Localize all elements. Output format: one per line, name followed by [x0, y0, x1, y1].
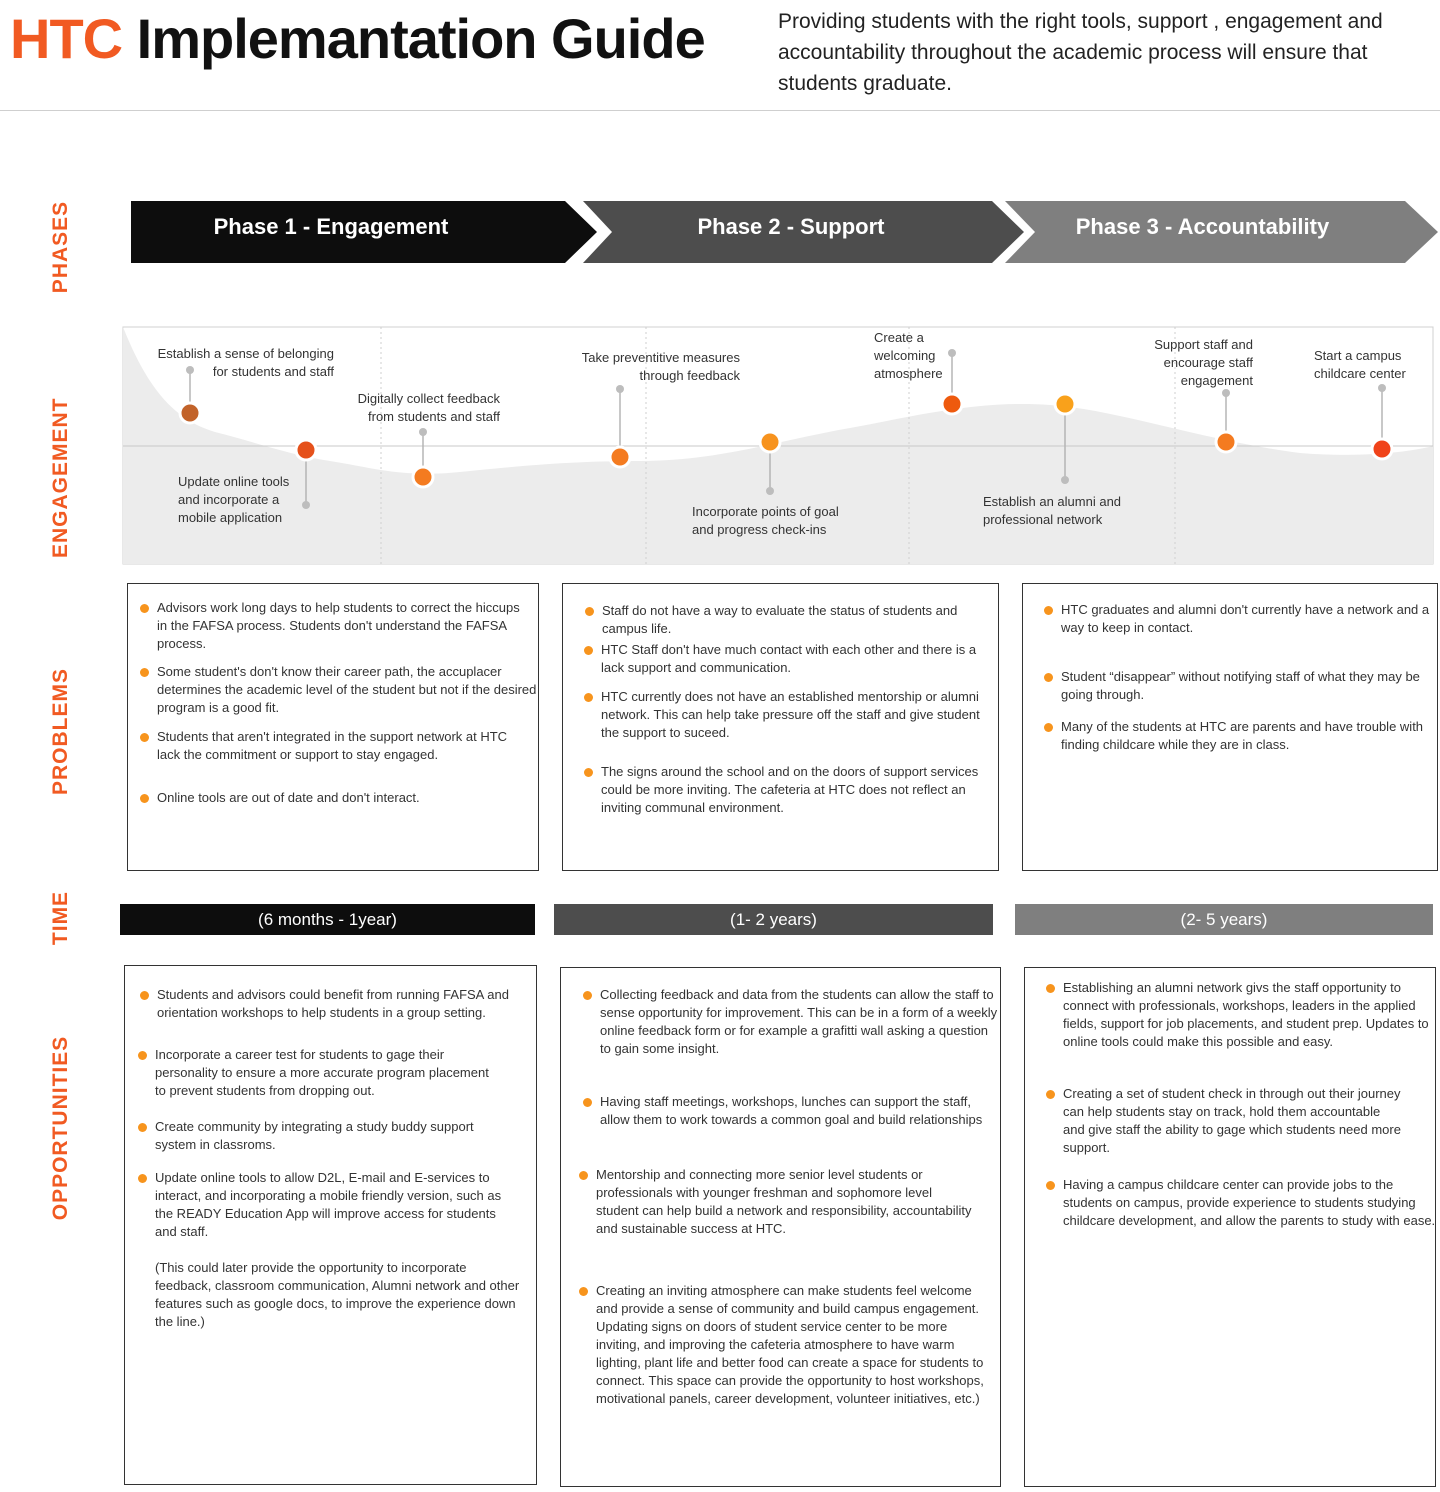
- eng-label-9: Start a campus childcare center: [1314, 348, 1406, 381]
- bullet-icon: [1046, 984, 1055, 993]
- opportunities-box-phase-2: [560, 967, 1001, 1487]
- eng-label-7: Establish an alumni and professional network: [983, 494, 1122, 527]
- bullet-icon: [140, 794, 149, 803]
- engagement-point-5: [760, 432, 780, 452]
- bullet-icon: [584, 646, 593, 655]
- eng-label-6: Create a welcoming atmosphere: [874, 330, 943, 381]
- opportunity-item: Students and advisors could benefit from running FAFSA and orientation workshops to help students in a group setting.: [140, 986, 522, 1022]
- bullet-icon: [1044, 723, 1053, 732]
- pin-anchor: [616, 385, 624, 393]
- bullet-icon: [140, 668, 149, 677]
- opportunity-item: Creating a set of student check in through out their journey can help students stay on track, hold them accountable and give staff the ability to gage which students need more support.: [1046, 1085, 1403, 1157]
- bullet-icon: [1044, 606, 1053, 615]
- engagement-point-7: [1055, 394, 1075, 414]
- title-text: Implemantation Guide: [136, 7, 705, 70]
- bullet-icon: [583, 991, 592, 1000]
- opportunity-item: Update online tools to allow D2L, E-mail and E-services to interact, and incorporating a mobile friendly version, such as the READY Education App will improve access for students and staff.: [138, 1169, 520, 1241]
- bullet-icon: [138, 1123, 147, 1132]
- bullet-icon: [138, 1174, 147, 1183]
- brand-name: HTC: [10, 7, 123, 70]
- row-label-engagement: ENGAGEMENT: [49, 397, 72, 558]
- bullet-icon: [1046, 1090, 1055, 1099]
- problem-item: HTC Staff don't have much contact with each other and there is a lack support and communication.: [584, 641, 1001, 677]
- opportunity-item: Creating an inviting atmosphere can make students feel welcome and provide a sense of community and build campus engagement. Updating signs on doors of student service center to be more inviting, and improving the cafeteria atmosphere to have warm lighting, plant life and better food can create a space for students to connect. This space can provide the opportunity to host workshops, motivational panels, career development, volunteer initiatives, etc.): [579, 1282, 986, 1408]
- engagement-point-2: [296, 440, 316, 460]
- problem-item: HTC currently does not have an established mentorship or alumni network. This can help take pressure off the staff and give student the support to suceed.: [584, 688, 1001, 742]
- eng-label-5: Incorporate points of goal and progress check-ins: [692, 504, 839, 537]
- problems-box-phase-3: [1022, 583, 1438, 871]
- problem-item: Staff do not have a way to evaluate the status of students and campus life.: [585, 602, 987, 638]
- eng-label-8: Support staff and encourage staff engagement: [1154, 337, 1253, 388]
- opportunity-item: Having staff meetings, workshops, lunches can support the staff, allow them to work towards a common goal and build relationships: [583, 1093, 985, 1129]
- bullet-icon: [1046, 1181, 1055, 1190]
- row-label-problems: PROBLEMS: [49, 667, 72, 795]
- opportunity-item: Mentorship and connecting more senior level students or professionals with younger freshman and sophomore level student can help build a network and responsibility, accountability and sustainable success at HTC.: [579, 1166, 976, 1238]
- opportunities-box-phase-1: [124, 965, 537, 1485]
- phase-3-label: Phase 3 - Accountability: [1075, 214, 1330, 239]
- problem-item: HTC graduates and alumni don't currently have a network and a way to keep in contact.: [1044, 601, 1440, 637]
- engagement-point-8: [1216, 432, 1236, 452]
- eng-label-4: Take preventitive measures through feedback: [581, 350, 740, 383]
- bullet-icon: [140, 991, 149, 1000]
- phase-2-label: Phase 2 - Support: [697, 214, 885, 239]
- eng-label-1: Establish a sense of belonging for students and staff: [157, 346, 334, 379]
- problem-item: Students that aren't integrated in the support network at HTC lack the commitment or support to stay engaged.: [140, 728, 517, 764]
- opportunity-item: Collecting feedback and data from the students can allow the staff to sense opportunity for improvement. This can be in a form of a weekly online feedback form or for example a grafitti wall asking a question to gain some insight.: [583, 986, 1000, 1058]
- opportunity-item: Establishing an alumni network givs the staff opportunity to connect with professionals, workshops, leaders in the applied fields, support for job placements, and student prep. Updates to online tools could make this possible and easy.: [1046, 979, 1433, 1051]
- problem-item: Many of the students at HTC are parents and have trouble with finding childcare while they are in class.: [1044, 718, 1440, 754]
- opportunity-note: (This could later provide the opportunity to incorporate feedback, classroom communication, Alumni network and other features such as google docs, to improve the experience down the line.): [155, 1260, 520, 1329]
- bullet-icon: [1044, 673, 1053, 682]
- row-label-phases: PHASES: [49, 200, 72, 294]
- bullet-icon: [584, 768, 593, 777]
- eng-label-3: Digitally collect feedback from students and staff: [357, 391, 500, 424]
- time-bar-phase-1: (6 months - 1year): [120, 904, 535, 935]
- pin-anchor: [766, 487, 774, 495]
- bullet-icon: [584, 693, 593, 702]
- bullet-icon: [583, 1098, 592, 1107]
- problem-item: Some student's don't know their career path, the accuplacer determines the academic level of the student but not if the desired program is a good fit.: [140, 663, 537, 717]
- phase-1-label: Phase 1 - Engagement: [213, 214, 449, 239]
- tagline: Providing students with the right tools, support , engagement and accountability throughout the academic process will ensure that students graduate.: [778, 10, 1383, 95]
- bullet-icon: [579, 1287, 588, 1296]
- engagement-point-3: [413, 467, 433, 487]
- opportunities-box-phase-3: [1024, 967, 1436, 1487]
- time-bar-phase-3: (2- 5 years): [1015, 904, 1433, 935]
- bullet-icon: [140, 733, 149, 742]
- problem-item: Advisors work long days to help students to correct the hiccups in the FAFSA process. Students don't understand the FAFSA process.: [140, 599, 532, 653]
- bullet-icon: [138, 1051, 147, 1060]
- problem-item: Student “disappear” without notifying staff of what they may be going through.: [1044, 668, 1440, 704]
- row-label-opportunities: OPPORTUNITIES: [49, 1035, 72, 1221]
- pin-anchor: [1222, 389, 1230, 397]
- problems-box-phase-2: [562, 583, 999, 871]
- problem-item: Online tools are out of date and don't interact.: [140, 789, 517, 807]
- engagement-point-4: [610, 447, 630, 467]
- bullet-icon: [579, 1171, 588, 1180]
- engagement-point-1: [180, 403, 200, 423]
- row-label-time: TIME: [49, 890, 72, 946]
- problem-item: The signs around the school and on the doors of support services could be more inviting. The cafeteria at HTC does not reflect an inviting communal environment.: [584, 763, 1001, 817]
- eng-label-2: Update online tools and incorporate a mobile application: [178, 474, 290, 525]
- opportunity-item: Create community by integrating a study buddy support system in classroms.: [138, 1118, 515, 1154]
- engagement-point-6: [942, 394, 962, 414]
- pin-anchor: [1378, 384, 1386, 392]
- pin-anchor: [1061, 476, 1069, 484]
- engagement-point-9: [1372, 439, 1392, 459]
- problems-box-phase-1: [127, 583, 539, 871]
- bullet-icon: [585, 607, 594, 616]
- pin-anchor: [419, 428, 427, 436]
- opportunity-item: Incorporate a career test for students to gage their personality to ensure a more accurate program placement to prevent students from dropping out.: [138, 1046, 495, 1100]
- time-bar-phase-2: (1- 2 years): [554, 904, 993, 935]
- opportunity-item: Having a campus childcare center can provide jobs to the students on campus, provide experience to students studying childcare development, and allow the parents to study with ease.: [1046, 1176, 1438, 1230]
- bullet-icon: [140, 604, 149, 613]
